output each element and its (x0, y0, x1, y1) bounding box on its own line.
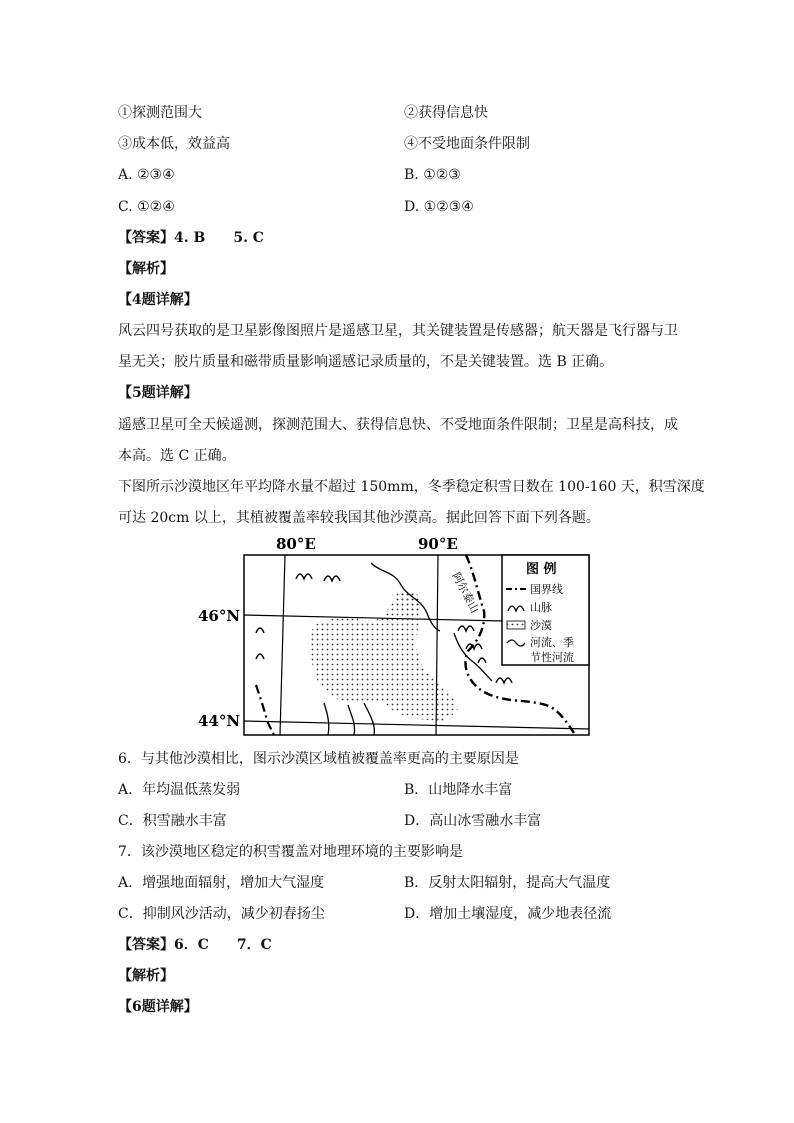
detail-4-line-2: 星无关；胶片质量和磁带质量影响遥感记录质量的，不是关键装置。选 B 正确。 (118, 354, 614, 370)
option-2: ②获得信息快 (404, 105, 488, 121)
altai-label: 阿尔泰山 (449, 570, 482, 616)
lon-80-label: 80°E (276, 535, 316, 553)
intro-line-2: 可达 20cm 以上，其植被覆盖率较我国其他沙漠高。据此回答下面下列各题。 (118, 510, 600, 526)
parallel-44 (244, 721, 589, 729)
choice-c: C. ①②④ (118, 199, 175, 215)
q6-choice-c: C．积雪融水丰富 (118, 813, 227, 829)
legend-mountain-label: 山脉 (530, 601, 552, 614)
lon-90-label: 90°E (418, 535, 458, 553)
legend-river-label-2: 节性河流 (530, 651, 574, 664)
q7-choice-c: C．抑制风沙活动，减少初春扬尘 (118, 906, 325, 922)
q7-choice-d: D．增加土壤湿度，减少地表径流 (404, 906, 612, 922)
detail-4-line-1: 风云四号获取的是卫星影像图照片是遥感卫星，其关键装置是传感器；航天器是飞行器与卫 (118, 323, 678, 339)
choice-d: D. ①②③④ (404, 199, 474, 215)
dotted-box-icon (507, 621, 525, 629)
desert-map (196, 533, 592, 738)
lat-44-label: 44°N (198, 712, 241, 730)
analysis-heading-2: 【解析】 (118, 968, 174, 984)
river-east (454, 633, 492, 681)
q6-choice-d: D．高山冰雪融水丰富 (404, 813, 542, 829)
national-border-west (256, 685, 274, 735)
option-1: ①探测范围大 (118, 105, 202, 121)
legend-desert-label: 沙漠 (530, 619, 552, 632)
q7-stem: 7．该沙漠地区稳定的积雪覆盖对地理环境的主要影响是 (118, 844, 463, 860)
lat-46-label: 46°N (198, 607, 241, 625)
legend-title: 图 例 (526, 562, 557, 577)
detail-5-heading: 【5题详解】 (118, 385, 198, 401)
river-south-3 (324, 703, 329, 735)
legend-river-label: 河流、季 (530, 636, 574, 649)
detail-4-heading: 【4题详解】 (118, 292, 198, 308)
q6-stem: 6．与其他沙漠相比，图示沙漠区域植被覆盖率更高的主要原因是 (118, 751, 519, 767)
option-3: ③成本低，效益高 (118, 136, 230, 152)
answer-6-7: 【答案】6．C 7．C (118, 937, 272, 953)
option-4: ④不受地面条件限制 (404, 136, 530, 152)
intro-line-1: 下图所示沙漠地区年平均降水量不超过 150mm，冬季稳定积雪日数在 100-160 天，积雪深度 (118, 479, 705, 495)
detail-5-line-2: 本高。选 C 正确。 (118, 448, 236, 464)
meridian-80 (280, 555, 285, 735)
q7-choice-b: B．反射太阳辐射，提高大气温度 (404, 875, 611, 891)
river-south-2 (364, 703, 374, 735)
river-south-1 (348, 705, 355, 735)
choice-a: A. ②③④ (118, 167, 175, 183)
q6-choice-a: A．年均温低蒸发弱 (118, 782, 241, 798)
legend-border-label: 国界线 (530, 583, 563, 596)
desert-map-svg (196, 533, 592, 738)
q6-choice-b: B．山地降水丰富 (404, 782, 513, 798)
q7-choice-a: A．增强地面辐射，增加大气湿度 (118, 875, 325, 891)
answer-4-5: 【答案】4. B 5. C (118, 230, 264, 246)
detail-5-line-1: 遥感卫星可全天候遥测，探测范围大、获得信息快、不受地面条件限制；卫星是高科技，成 (118, 417, 678, 433)
analysis-heading: 【解析】 (118, 261, 174, 277)
detail-6-heading: 【6题详解】 (118, 999, 198, 1015)
choice-b: B. ①②③ (404, 167, 461, 183)
desert-area (308, 591, 458, 721)
